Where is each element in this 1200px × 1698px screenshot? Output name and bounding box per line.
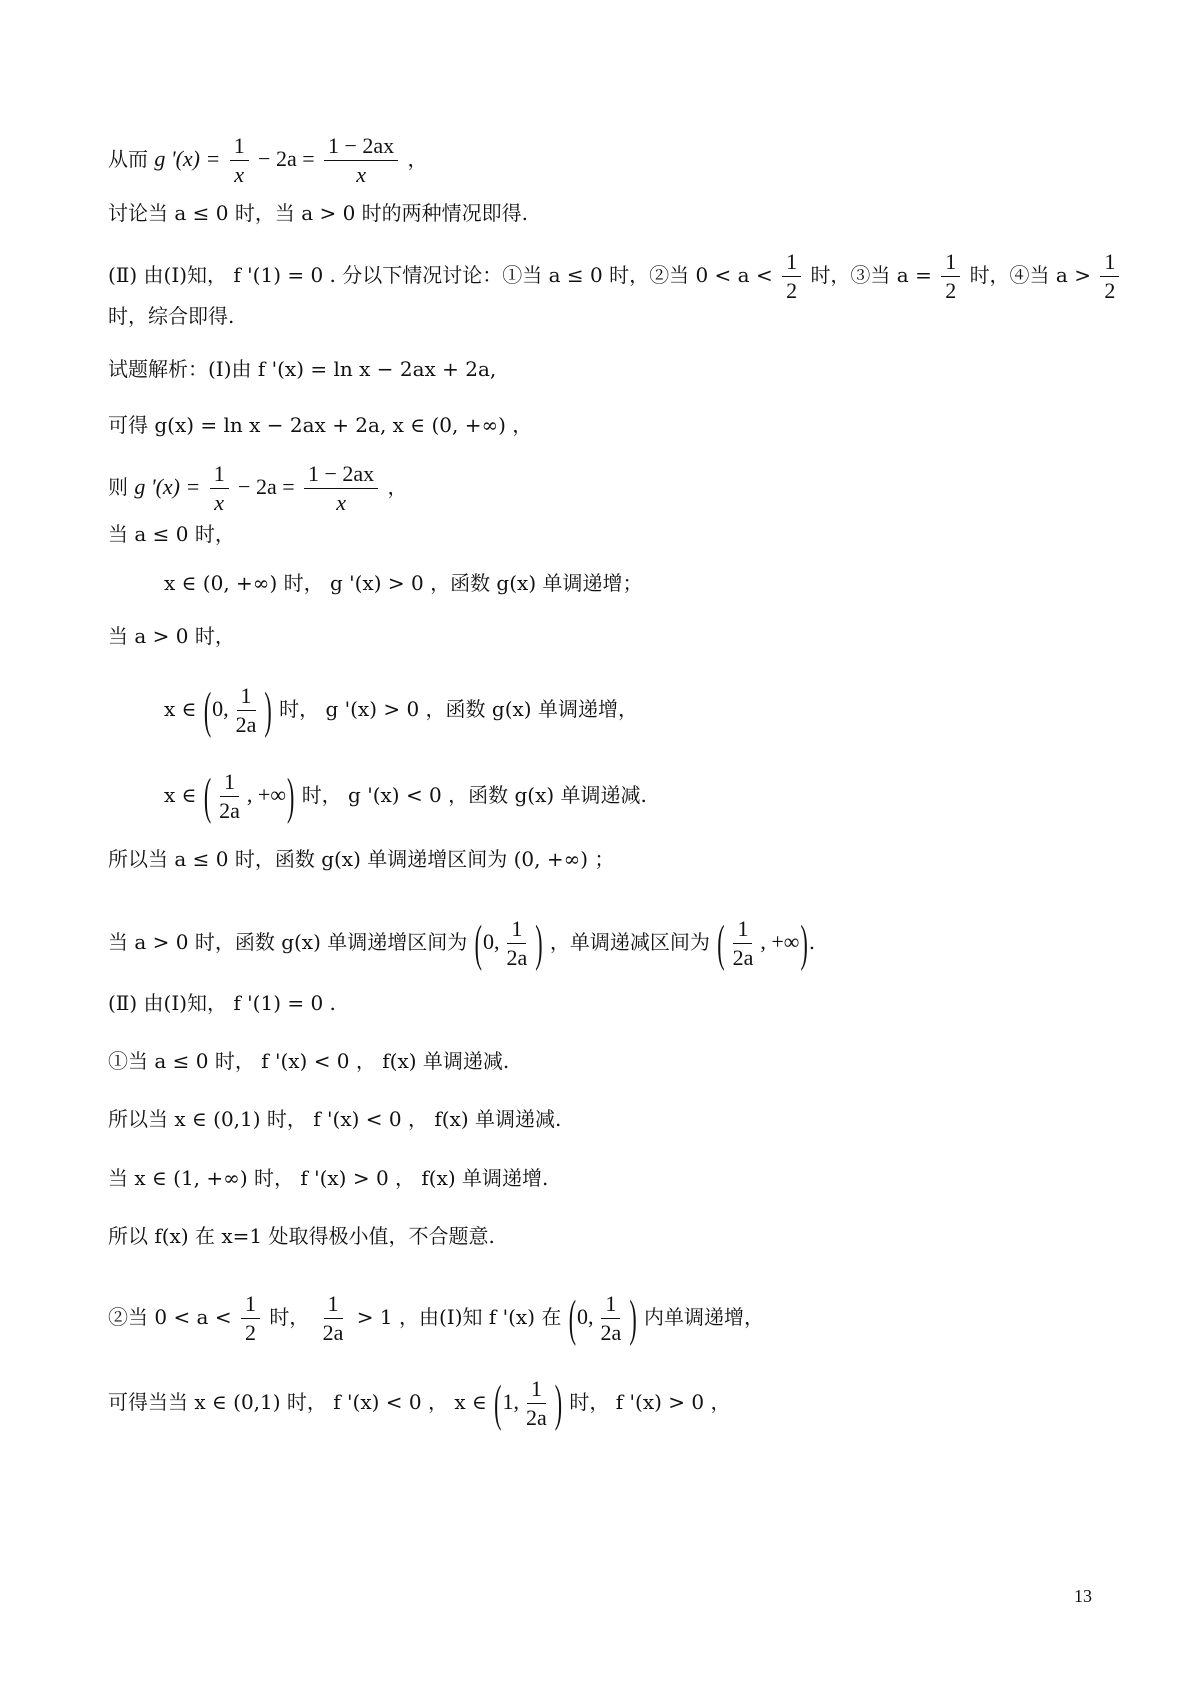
line-increasing-interval: x ∈ (0, $\frac{1}{2a}$ ) 时， g '(x) > 0 ，函数 g(x) 单调递增， <box>164 680 638 739</box>
fraction-1-2ax-over-x: $\frac{1 - 2ax}{x}$ <box>324 132 398 189</box>
line-case-2-signs: 可得当当 x ∈ (0,1) 时， f '(x) < 0 ， x ∈ (1, $\frac{1}{2a}$ ) 时， f '(x) > 0 ， <box>108 1373 731 1432</box>
fraction-1-over-2a: $\frac{1}{2a}$ <box>219 769 240 823</box>
fraction-1-over-2a: $\frac{1}{2a}$ <box>322 1291 344 1345</box>
fraction-one-half: $\frac{1}{2}$ <box>782 248 801 305</box>
line-g-prime-derivation: 从而 g '(x) = $\frac{1}{x}$ − 2a = $\frac{1 - 2ax}{x}$ ， <box>108 133 428 187</box>
fraction-1-over-2a: $\frac{1}{2a}$ <box>235 683 257 737</box>
line-case-1-left: 所以当 x ∈ (0,1) 时， f '(x) < 0 ， f(x) 单调递减. <box>108 1107 562 1131</box>
fraction-1-over-2a: $\frac{1}{2a}$ <box>506 916 528 970</box>
line-solution-start: 试题解析：(Ⅰ)由 f '(x) = ln x − 2ax + 2a, <box>108 357 497 381</box>
line-summary-a-gt-0: 当 a > 0 时，函数 g(x) 单调递增区间为 (0, $\frac{1}{2a}$ ) ，单调递减区间为 ( $\frac{1}{2a}$ , +∞). <box>108 913 816 972</box>
line-case-a-le-0: 当 a ≤ 0 时， <box>108 522 235 546</box>
line-discuss-cases: 讨论当 a ≤ 0 时，当 a > 0 时的两种情况即得. <box>108 201 529 225</box>
fraction-1-over-2a: $\frac{1}{2a}$ <box>732 916 754 970</box>
line-combine: 时，综合即得. <box>108 304 235 328</box>
line-case-a-gt-0: 当 a > 0 时， <box>108 624 235 648</box>
fraction-one-half: $\frac{1}{2}$ <box>241 1290 260 1347</box>
line-summary-a-le-0: 所以当 a ≤ 0 时，函数 g(x) 单调递增区间为 (0, +∞) ； <box>108 847 615 871</box>
line-part-two: (Ⅱ) 由(Ⅰ)知， f '(1) = 0 . <box>108 991 336 1015</box>
line-case-1-conclusion: 所以 f(x) 在 x=1 处取得极小值，不合题意. <box>108 1224 495 1248</box>
line-increasing-all: x ∈ (0, +∞) 时， g '(x) > 0 ，函数 g(x) 单调递增； <box>164 571 643 595</box>
line-part-two-hint: (Ⅱ) 由(Ⅰ)知， f '(1) = 0 . 分以下情况讨论：①当 a ≤ 0 时，②当 0 < a < $\frac{1}{2}$ 时，③当 a = $\frac{1}{2}$ 时，④当 a > $\frac{1}{2}$ <box>108 248 1122 305</box>
fraction-one-half: $\frac{1}{2}$ <box>941 248 960 305</box>
fraction-1-over-2a: $\frac{1}{2a}$ <box>600 1291 622 1345</box>
line-case-1-right: 当 x ∈ (1, +∞) 时， f '(x) > 0 ， f(x) 单调递增. <box>108 1166 549 1190</box>
fraction-1-2ax-over-x: $\frac{1 - 2ax}{x}$ <box>304 460 378 517</box>
fraction-1-over-2a: $\frac{1}{2a}$ <box>525 1376 547 1430</box>
line-define-g: 可得 g(x) = ln x − 2ax + 2a, x ∈ (0, +∞) ， <box>108 413 533 437</box>
fraction-one-half: $\frac{1}{2}$ <box>1100 248 1119 305</box>
line-case-1: ①当 a ≤ 0 时， f '(x) < 0 ， f(x) 单调递减. <box>108 1049 510 1073</box>
page-number: 13 <box>1074 1586 1092 1606</box>
line-g-prime: 则 g '(x) = $\frac{1}{x}$ − 2a = $\frac{1 - 2ax}{x}$ ， <box>108 461 408 515</box>
line-decreasing-interval: x ∈ ( $\frac{1}{2a}$ , +∞) 时， g '(x) < 0 ，函数 g(x) 单调递减. <box>164 766 647 825</box>
fraction-1-over-x: $\frac{1}{x}$ <box>210 460 229 517</box>
fraction-1-over-x: $\frac{1}{x}$ <box>230 132 249 189</box>
line-case-2: ②当 0 < a < $\frac{1}{2}$ 时， $\frac{1}{2a}$ > 1 ，由(Ⅰ)知 f '(x) 在 (0, $\frac{1}{2a}$ ) 内单调递增， <box>108 1288 764 1347</box>
